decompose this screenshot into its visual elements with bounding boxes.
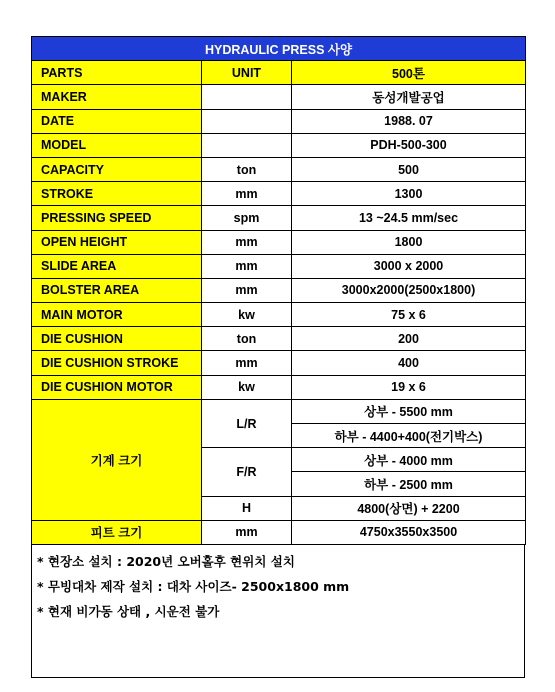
machine-size-row [32, 399, 526, 423]
table-row [32, 351, 526, 375]
pit-size-row [32, 520, 526, 544]
row-unit: mm [202, 254, 292, 278]
table-row [32, 375, 526, 399]
machine-size-label: 기계 크기 [32, 399, 202, 520]
spec-sheet [31, 36, 525, 678]
title-row [32, 37, 526, 61]
row-unit: mm [202, 278, 292, 302]
row-value: 3000x2000(2500x1800) [292, 278, 526, 302]
lr-axis: L/R [202, 399, 292, 447]
lr-upper: 상부 - 5500 mm [292, 399, 526, 423]
row-unit: mm [202, 182, 292, 206]
fr-upper: 상부 - 4000 mm [292, 448, 526, 472]
row-unit [202, 85, 292, 109]
row-value: 3000 x 2000 [292, 254, 526, 278]
row-label: OPEN HEIGHT [32, 230, 202, 254]
table-row [32, 327, 526, 351]
table-row [32, 133, 526, 157]
h-axis: H [202, 496, 292, 520]
row-label: PRESSING SPEED [32, 206, 202, 230]
header-row [32, 61, 526, 85]
row-value: 400 [292, 351, 526, 375]
row-unit: mm [202, 230, 292, 254]
note-line: * 현장소 설치 : 2020년 오버홀후 현위치 설치 [37, 553, 295, 569]
pit-size-label: 피트 크기 [32, 520, 202, 544]
table-row [32, 278, 526, 302]
row-value: 500 [292, 157, 526, 181]
fr-axis: F/R [202, 448, 292, 496]
row-value: 1800 [292, 230, 526, 254]
h-value: 4800(상면) + 2200 [292, 496, 526, 520]
table-row [32, 303, 526, 327]
note-line: * 현재 비가동 상태 , 시운전 불가 [37, 603, 220, 619]
row-label: MODEL [32, 133, 202, 157]
row-value: 200 [292, 327, 526, 351]
table-row [32, 206, 526, 230]
pit-size-value: 4750x3550x3500 [292, 520, 526, 544]
row-label: DIE CUSHION [32, 327, 202, 351]
row-value: PDH-500-300 [292, 133, 526, 157]
fr-lower: 하부 - 2500 mm [292, 472, 526, 496]
row-label: MAKER [32, 85, 202, 109]
header-unit: UNIT [202, 61, 292, 85]
row-value: 19 x 6 [292, 375, 526, 399]
table-row [32, 85, 526, 109]
row-value: 1300 [292, 182, 526, 206]
spec-table [31, 36, 526, 545]
lr-lower: 하부 - 4400+400(전기박스) [292, 424, 526, 448]
table-title: HYDRAULIC PRESS 사양 [32, 37, 526, 61]
row-label: DIE CUSHION STROKE [32, 351, 202, 375]
row-unit [202, 133, 292, 157]
row-label: STROKE [32, 182, 202, 206]
row-unit: kw [202, 303, 292, 327]
row-label: SLIDE AREA [32, 254, 202, 278]
row-unit: spm [202, 206, 292, 230]
row-unit: mm [202, 351, 292, 375]
row-value: 13 ~24.5 mm/sec [292, 206, 526, 230]
row-unit: kw [202, 375, 292, 399]
pit-size-unit: mm [202, 520, 292, 544]
row-value: 1988. 07 [292, 109, 526, 133]
table-row [32, 254, 526, 278]
table-row [32, 157, 526, 181]
row-unit: ton [202, 157, 292, 181]
row-unit [202, 109, 292, 133]
row-value: 동성개발공업 [292, 85, 526, 109]
header-parts: PARTS [32, 61, 202, 85]
table-row [32, 109, 526, 133]
notes-box [31, 545, 525, 678]
row-label: DIE CUSHION MOTOR [32, 375, 202, 399]
row-unit: ton [202, 327, 292, 351]
row-label: CAPACITY [32, 157, 202, 181]
row-value: 75 x 6 [292, 303, 526, 327]
table-row [32, 182, 526, 206]
header-value: 500톤 [292, 61, 526, 85]
note-line: * 무빙대차 제작 설치 : 대차 사이즈- 2500x1800 mm [37, 578, 350, 594]
row-label: DATE [32, 109, 202, 133]
row-label: BOLSTER AREA [32, 278, 202, 302]
row-label: MAIN MOTOR [32, 303, 202, 327]
table-row [32, 230, 526, 254]
